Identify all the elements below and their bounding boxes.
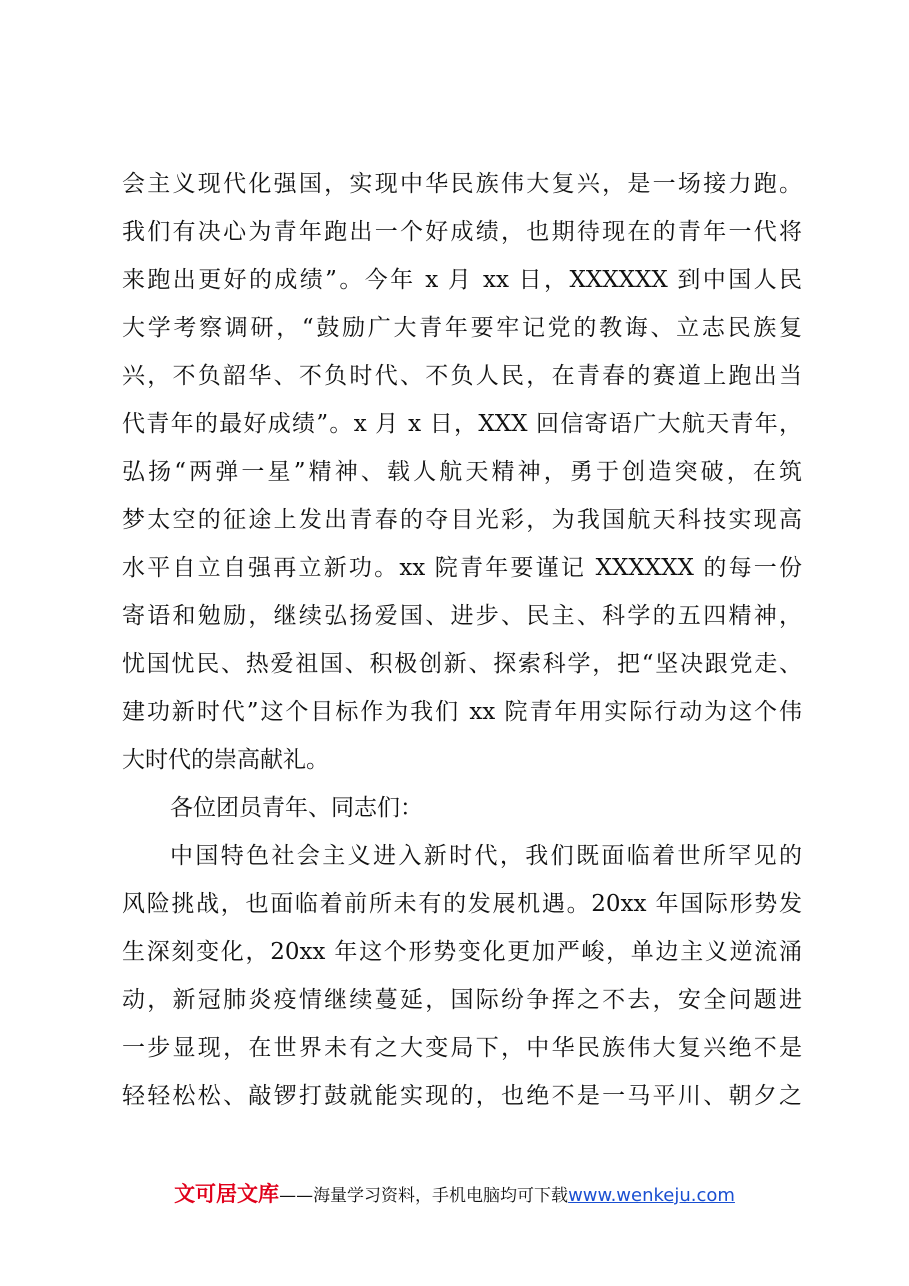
text-line: 弘扬“两弹一星”精神、载人航天精神，勇于创造突破，在筑 <box>122 459 802 485</box>
text-line: 我们有决心为青年跑出一个好成绩，也期待现在的青年一代将 <box>122 219 802 245</box>
text-line: 寄语和勉励，继续弘扬爱国、进步、民主、科学的五四精神， <box>122 603 802 629</box>
text-line: 忧国忧民、热爱祖国、积极创新、探索科学，把“坚决跟党走、 <box>122 651 802 677</box>
footer-banner <box>0 1178 909 1208</box>
text-line: 一步显现，在世界未有之大变局下，中华民族伟大复兴绝不是 <box>122 1035 802 1061</box>
text-line: 轻轻松松、敲锣打鼓就能实现的，也绝不是一马平川、朝夕之 <box>122 1083 802 1109</box>
text-line: 梦太空的征途上发出青春的夺目光彩，为我国航天科技实现高 <box>122 507 802 533</box>
text-line: 风险挑战，也面临着前所未有的发展机遇。20xx 年国际形势发 <box>122 891 802 917</box>
footer-website-link[interactable]: www.wenkeju.com <box>568 1185 735 1206</box>
text-line: 来跑出更好的成绩”。今年 x 月 xx 日，XXXXXX 到中国人民 <box>122 267 802 293</box>
text-line: 生深刻变化，20xx 年这个形势变化更加严峻，单边主义逆流涌 <box>122 939 802 965</box>
text-line: 会主义现代化强国，实现中华民族伟大复兴，是一场接力跑。 <box>122 171 802 197</box>
document-body <box>122 160 802 1120</box>
text-line: 大时代的崇高献礼。 <box>122 747 329 773</box>
text-line: 动，新冠肺炎疫情继续蔓延，国际纷争挥之不去，安全问题进 <box>122 987 802 1013</box>
footer-slogan: ——海量学习资料，手机电脑均可下载 <box>279 1186 569 1206</box>
text-line: 代青年的最好成绩”。x 月 x 日，XXX 回信寄语广大航天青年， <box>122 411 802 437</box>
text-line: 建功新时代”这个目标作为我们 xx 院青年用实际行动为这个伟 <box>122 699 802 725</box>
text-line: 兴，不负韶华、不负时代、不负人民，在青春的赛道上跑出当 <box>122 363 802 389</box>
footer-brand: 文可居文库 <box>174 1182 280 1206</box>
salutation-line: 各位团员青年、同志们： <box>170 795 423 821</box>
text-line: 大学考察调研，“鼓励广大青年要牢记党的教诲、立志民族复 <box>122 315 802 341</box>
paragraph-first-line: 中国特色社会主义进入新时代，我们既面临着世所罕见的 <box>170 843 802 869</box>
text-line: 水平自立自强再立新功。xx 院青年要谨记 XXXXXX 的每一份 <box>122 555 802 581</box>
